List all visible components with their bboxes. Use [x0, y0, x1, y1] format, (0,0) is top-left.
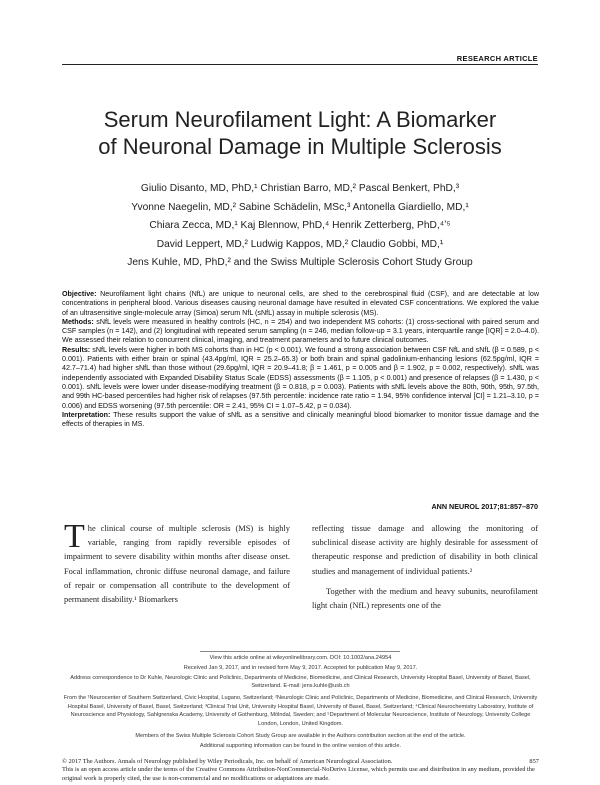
journal-citation: ANN NEUROL 2017;81:857–870 — [431, 502, 538, 511]
section-label: RESEARCH ARTICLE — [451, 54, 538, 63]
article-title — [40, 106, 560, 160]
front-matter — [62, 654, 539, 752]
members-note: Members of the Swiss Multiple Sclerosis Cohort Study Group are available in the Authors contribution section at the end of the article. — [135, 733, 466, 740]
title-line: of Neuronal Damage in Multiple Sclerosis — [98, 134, 502, 159]
title-line: Serum Neurofilament Light: A Biomarker — [103, 107, 497, 132]
author-line: Giulio Disanto, MD, PhD,¹ Christian Barro, MD,² Pascal Benkert, PhD,³ — [140, 183, 460, 194]
abstract-results: Results: sNfL levels were higher in both MS cohorts than in HC (p < 0.001). We found a strong association between CSF NfL and sNfL (β = 0.589, p < 0.001). Patients with either brain or spinal (43.4pg/ml, IQR = 25.2–65.3) or both brain and spinal gadolinium-enhancing lesions (62.5pg/ml, IQR = 42.7–71.4) had higher sNfL than those without (29.6pg/ml, IQR = 20.9–41.8; β = 1.461, p = 0.005 and β = 1.902, p = 0.002, respectively). sNfL was independently associated with Expanded Disability Status Scale (EDSS) assessments (β = 1.105, p < 0.001) and presence of relapses (β = 1.430, p < 0.001). sNfL levels were lower under disease-modifying treatment (β = 0.818, p = 0.003). Patients with sNfL levels above the 80th, 90th, 95th, 97.5th, and 99th HC-based percentiles had higher risk of relapses (97.5th percentile: incidence rate ratio = 1.94, 95% confidence interval [CI] = 1.21–3.10, p = 0.006) and EDSS worsening (97.5th percentile: OR = 2.41, 95% CI = 1.07–5.42, p = 0.034). — [62, 345, 539, 410]
correspondence: Address correspondence to Dr Kuhle, Neurologic Clinic and Policlinic, Departments of Medicine, Biomedicine, and Clinical Research, University Hospital Basel, University of Basel, Basel, Switzerland. E-mail: jens.kuhle@usb.ch — [70, 674, 531, 689]
body-text: he clinical course of multiple sclerosis (MS) is highly variable, ranging from rapidly reversible episodes of impairment to severe disability within months after disease onset. Focal inflammation, chronic diffuse neuronal damage, and failure of repair or compensation all contribute to the development of permanent disability.¹ Biomarkers — [64, 524, 290, 605]
page-number: 857 — [529, 758, 539, 765]
author-line: Chiara Zecca, MD,¹ Kaj Blennow, PhD,⁴ Henrik Zetterberg, PhD,⁴ʼ⁵ — [149, 220, 451, 232]
abstract-interpretation: Interpretation: These results support the value of sNfL as a sensitive and clinically meaningful blood biomarker to monitor tissue damage and the effects of therapies in MS. — [62, 410, 539, 429]
license-text: This is an open access article under the terms of the Creative Commons Attribution-NonCommercial-NoDerivs License, which permits use and distribution in any medium, provided the original work is properly cited, the use is non-commercial and no modifications or adaptations are made. — [62, 766, 535, 782]
abstract-objective: Objective: Neurofilament light chains (NfL) are unique to neuronal cells, are shed to the cerebrospinal fluid (CSF), and are detectable at low concentrations in peripheral blood. Various diseases causing neuronal damage have resulted in elevated CSF concentrations. We explored the value of an ultrasensitive single-molecule array (Simoa) serum NfL (sNfL) assay in multiple sclerosis (MS). — [62, 290, 539, 317]
body-paragraph: Together with the medium and heavy subunits, neurofilament light chain (NfL) represents one of the — [312, 586, 538, 611]
abstract-methods: Methods: sNfL levels were measured in healthy controls (HC, n = 254) and two independent MS cohorts: (1) cross-sectional with paired serum and CSF samples (n = 142), and (2) longitudinal with repeated serum sampling (n = 246, median follow-up = 3.1 years, interquartile range [IQR] = 2.0–4.0). We assessed their relation to concurrent clinical, imaging, and treatment parameters and to future clinical outcomes. — [62, 317, 539, 345]
affiliations: From the ¹Neurocenter of Southern Switzerland, Civic Hospital, Lugano, Switzerland; ²Neurologic Clinic and Policlinic, Departments of Medicine, Biomedicine, and Clinical Research, University Hospital Basel, University of Basel, Basel, Switzerland; ³Clinical Trial Unit, University Hospital Basel, University of Basel, Basel, Switzerland; ⁴Clinical Neurochemistry Laboratory, Institute of Neuroscience and Physiology, Sahlgrenska Academy, University of Gothenburg, Mölndal, Sweden; and ⁵Department of Molecular Neuroscience, Institute of Neurology, University College London, London, United Kingdom. — [63, 695, 538, 727]
body-column-right — [312, 522, 538, 613]
header-rule — [62, 64, 538, 65]
received-dates: Received Jan 9, 2017, and in revised form May 9, 2017. Accepted for publication May 9, 2017. — [183, 664, 418, 671]
abstract — [62, 290, 539, 429]
supporting-info-note: Additional supporting information can be found in the online version of this article. — [199, 742, 402, 749]
author-line: Yvonne Naegelin, MD,² Sabine Schädelin, MSc,³ Antonella Giardiello, MD,¹ — [131, 201, 469, 213]
copyright: © 2017 The Authors. Annals of Neurology published by Wiley Periodicals, Inc. on behalf of American Neurological Association. — [62, 758, 393, 765]
body-column-left — [64, 518, 290, 607]
drop-cap: T — [64, 518, 85, 555]
page-footer — [62, 758, 539, 783]
author-line: Jens Kuhle, MD, PhD,² and the Swiss Multiple Sclerosis Cohort Study Group — [127, 257, 473, 269]
author-list — [40, 180, 560, 273]
front-matter-divider — [200, 651, 400, 652]
online-link[interactable]: View this article online at wileyonlinelibrary.com. DOI: 10.1002/ana.24954 — [209, 655, 392, 661]
body-paragraph: reflecting tissue damage and allowing the monitoring of subclinical disease activity are highly desirable for assessment of therapeutic response and prediction of disability in both clinical studies and management of individual patients.² — [312, 524, 538, 576]
author-line: David Leppert, MD,² Ludwig Kappos, MD,² Claudio Gobbi, MD,¹ — [156, 238, 444, 250]
